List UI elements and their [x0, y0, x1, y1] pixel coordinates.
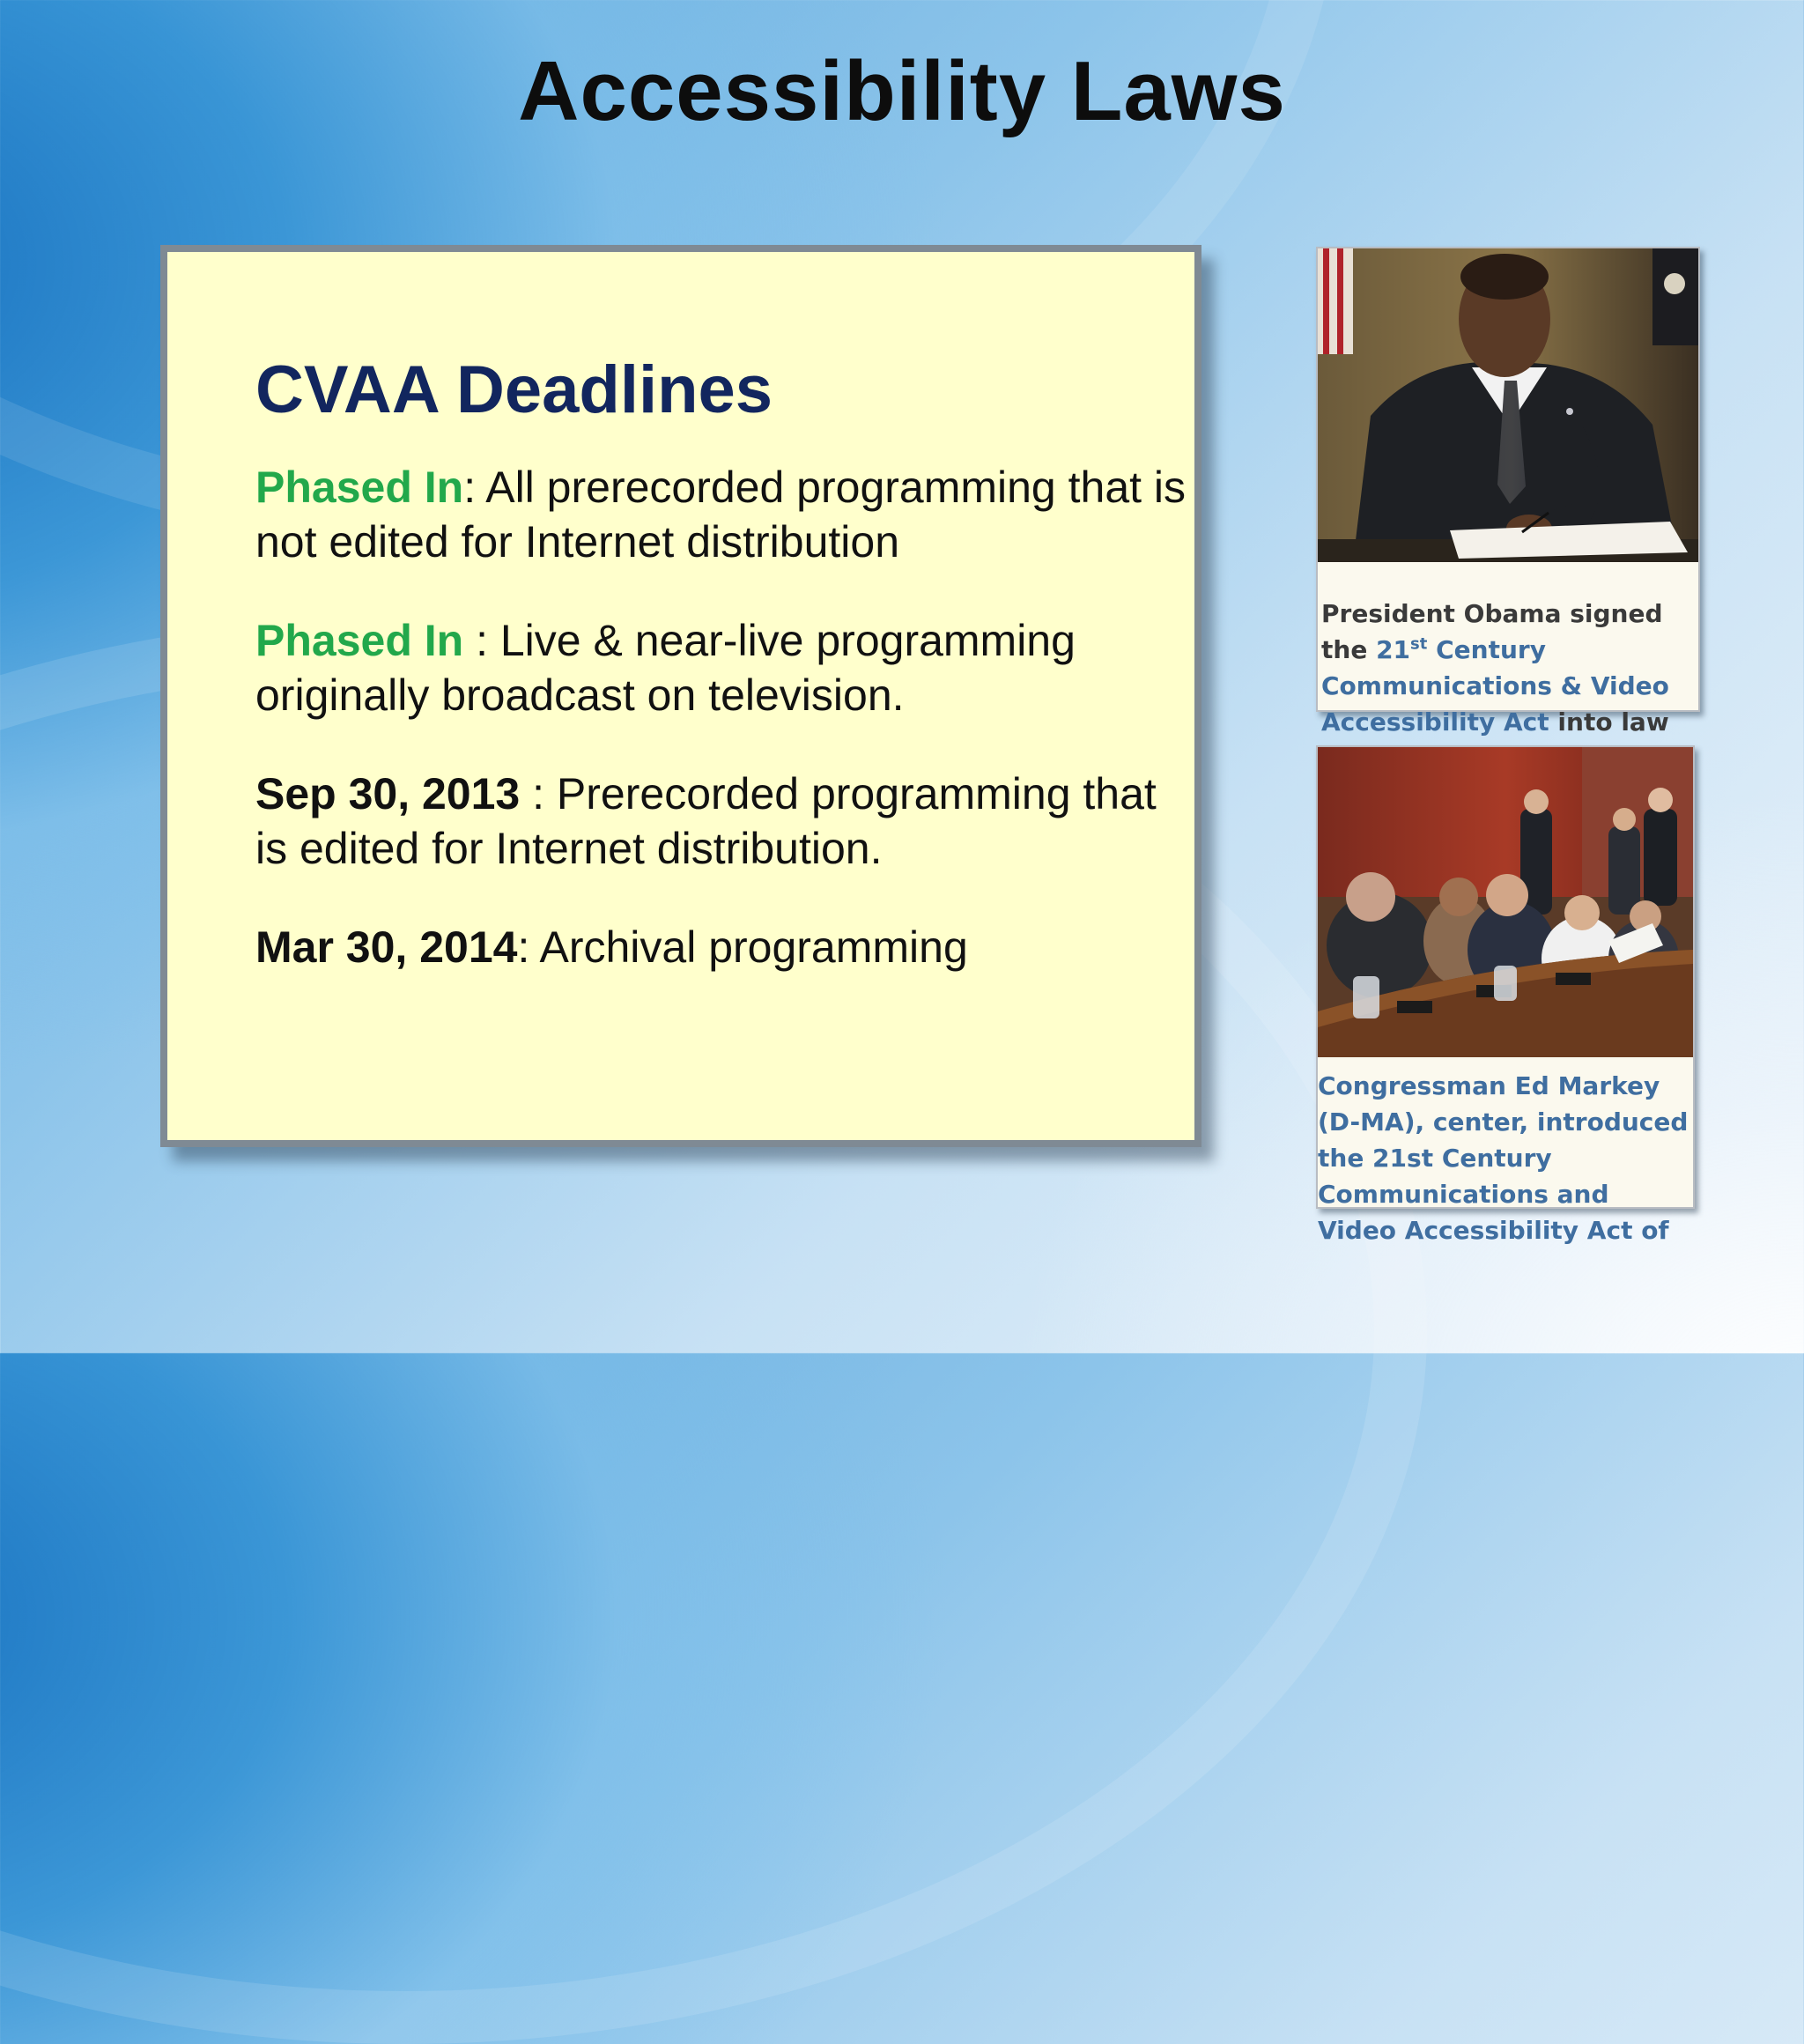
- deadline-term: Phased In: [255, 463, 464, 512]
- deadline-text: Live & near-live programming originally broadcast on television.: [255, 616, 1076, 720]
- markey-committee-photo-card: [1316, 745, 1695, 1245]
- deadline-date: Sep 30, 2013: [255, 769, 521, 818]
- box-heading: CVAA Deadlines: [255, 352, 773, 427]
- deadline-separator: :: [463, 616, 500, 665]
- deadline-item: [255, 460, 1189, 569]
- committee-hearing-image: [1318, 747, 1693, 1057]
- deadline-text: Prerecorded programming that is edited for Internet distribution.: [255, 769, 1157, 873]
- deadline-item: [255, 766, 1189, 876]
- slide-title: Accessibility Laws: [518, 44, 1286, 138]
- deadline-separator: :: [520, 769, 557, 818]
- deadline-date: Mar 30, 2014: [255, 922, 518, 972]
- caption-text: President Obama signed the: [1321, 599, 1663, 664]
- deadline-item: [255, 613, 1189, 722]
- deadline-separator: :: [517, 922, 540, 972]
- deadline-separator: :: [463, 463, 486, 512]
- caption-superscript: st: [1410, 634, 1428, 654]
- caption-number: 21: [1376, 635, 1411, 664]
- obama-signing-photo-card: [1316, 247, 1700, 737]
- obama-signing-image: [1318, 248, 1698, 562]
- caption-act-link[interactable]: Century Communications & Video Accessibility Act: [1321, 635, 1669, 737]
- cvaa-deadlines-box: [160, 245, 1201, 1147]
- markey-photo-caption: Congressman Ed Markey (D-MA), center, introduced the 21st Century Communications and Video Accessibility Act of: [1318, 1071, 1689, 1245]
- deadline-text: All prerecorded programming that is not edited for Internet distribution: [255, 463, 1187, 567]
- deadline-term: Phased In: [255, 616, 464, 665]
- markey-committee-photo: [1318, 747, 1693, 1057]
- deadline-item: [255, 920, 1189, 974]
- obama-signing-photo: [1318, 248, 1698, 562]
- deadline-text: Archival programming: [539, 922, 968, 972]
- obama-photo-caption: [1321, 596, 1697, 740]
- caption-text: into law: [1549, 707, 1669, 737]
